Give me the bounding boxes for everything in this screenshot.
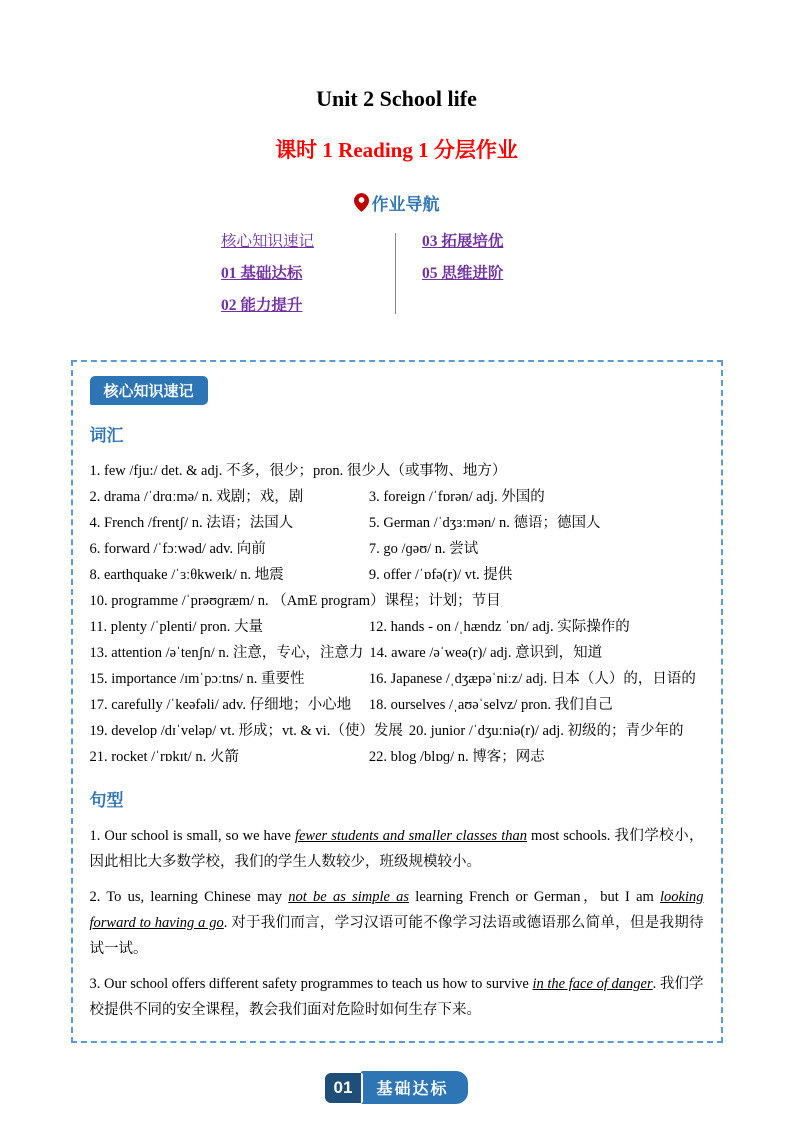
vocab-item: 3. foreign /ˈfɒrən/ adj. 外国的 bbox=[368, 489, 545, 505]
sentence-text: . 我们学校提供不同的安全课程，教会我们面对危险时如何生存下来。 bbox=[89, 976, 704, 1018]
sentence-text: 2. To us, learning Chinese may bbox=[89, 889, 289, 905]
vocab-item: 9. offer /ˈɒfə(r)/ vt. 提供 bbox=[368, 567, 513, 583]
vocab-item: 22. blog /blɒɡ/ n. 博客；网志 bbox=[368, 749, 545, 765]
vocab-item: 21. rocket /ˈrɒkɪt/ n. 火箭 bbox=[89, 749, 239, 765]
vocab-item: 10. programme /ˈprəʊɡræm/ n. （AmE program）课程；计划；节目 bbox=[89, 593, 501, 609]
vocab-item: 17. carefully /ˈkeəfəli/ adv. 仔细地；小心地 bbox=[89, 697, 352, 713]
vocab-item: 11. plenty /ˈplenti/ pron. 大量 bbox=[89, 619, 263, 635]
vocab-row bbox=[90, 666, 704, 692]
nav-links bbox=[0, 231, 793, 316]
sentence-text: most schools. 我们学校小，因此相比大多数学校，我们的学生人数较少，班级规模较小。 bbox=[89, 828, 704, 870]
section-01-badge bbox=[0, 1071, 793, 1104]
nav-divider bbox=[395, 233, 396, 314]
vocab-heading: 词汇 bbox=[89, 426, 124, 445]
vocab-row bbox=[90, 536, 704, 562]
underlined-phrase: not be as simple as bbox=[288, 889, 410, 905]
sentence-2 bbox=[90, 884, 704, 962]
nav-link-01-basic[interactable]: 01 基础达标 bbox=[221, 265, 303, 282]
nav-link-03-expand[interactable]: 03 拓展培优 bbox=[422, 233, 504, 250]
vocab-row bbox=[90, 510, 704, 536]
nav-links-left-column bbox=[221, 231, 389, 316]
section-01-number: 01 bbox=[325, 1073, 364, 1103]
vocab-item: 14. aware /əˈweə(r)/ adj. 意识到，知道 bbox=[369, 645, 603, 661]
vocab-row bbox=[90, 692, 704, 718]
sentence-heading: 句型 bbox=[89, 791, 124, 810]
vocab-item: 19. develop /dɪˈveləp/ vt. 形成；vt. & vi.（使）发展 bbox=[89, 723, 403, 739]
core-knowledge-box bbox=[71, 360, 723, 1043]
section-01-label: 基础达标 bbox=[361, 1071, 468, 1104]
vocab-item: 6. forward /ˈfɔːwəd/ adv. 向前 bbox=[89, 541, 266, 557]
nav-links-right-column bbox=[422, 231, 572, 316]
page-subtitle: 课时 1 Reading 1 分层作业 bbox=[275, 138, 518, 162]
vocab-item: 1. few /fju:/ det. & adj. 不多，很少；pron. 很少人（或事物、地方） bbox=[89, 463, 507, 479]
vocab-row bbox=[90, 588, 704, 614]
nav-header-label: 作业导航 bbox=[371, 195, 440, 214]
core-knowledge-badge: 核心知识速记 bbox=[90, 376, 208, 405]
vocab-item: 13. attention /əˈtenʃn/ n. 注意，专心，注意力 bbox=[89, 645, 364, 661]
location-pin-icon bbox=[354, 193, 369, 212]
nav-link-02-ability[interactable]: 02 能力提升 bbox=[221, 297, 303, 314]
vocab-row bbox=[90, 562, 704, 588]
vocab-row bbox=[90, 614, 704, 640]
vocab-item: 16. Japanese /ˌdʒæpəˈniːz/ adj. 日本（人）的，日语的 bbox=[368, 671, 696, 687]
vocab-item: 20. junior /ˈdʒuːniə(r)/ adj. 初级的；青少年的 bbox=[408, 723, 684, 739]
page-title: Unit 2 School life bbox=[316, 86, 477, 111]
underlined-phrase: in the face of danger bbox=[532, 976, 653, 992]
sentence-1 bbox=[90, 823, 704, 875]
vocab-item: 4. French /frentʃ/ n. 法语；法国人 bbox=[89, 515, 294, 531]
sentence-text: 3. Our school offers different safety programmes to teach us how to survive bbox=[89, 976, 533, 992]
nav-link-05-thinking[interactable]: 05 思维进阶 bbox=[422, 265, 504, 282]
vocab-item: 8. earthquake /ˈɜːθkweɪk/ n. 地震 bbox=[89, 567, 284, 583]
vocab-item: 12. hands - on /ˌhændz ˈɒn/ adj. 实际操作的 bbox=[368, 619, 630, 635]
vocab-row bbox=[90, 458, 704, 484]
vocab-list bbox=[90, 458, 704, 770]
vocab-item: 5. German /ˈdʒɜːmən/ n. 德语；德国人 bbox=[368, 515, 601, 531]
underlined-phrase: fewer students and smaller classes than bbox=[294, 828, 528, 844]
vocab-row bbox=[90, 640, 704, 666]
vocab-row bbox=[90, 744, 704, 770]
vocab-row bbox=[90, 718, 704, 744]
nav-link-core-knowledge[interactable]: 核心知识速记 bbox=[221, 233, 315, 250]
vocab-item: 18. ourselves /ˌaʊəˈselvz/ pron. 我们自己 bbox=[368, 697, 613, 713]
vocab-item: 2. drama /ˈdrɑːmə/ n. 戏剧；戏，剧 bbox=[89, 489, 304, 505]
vocab-row bbox=[90, 484, 704, 510]
underlined-phrase: looking forward to having a go bbox=[89, 889, 704, 931]
vocab-item: 7. go /ɡəʊ/ n. 尝试 bbox=[368, 541, 479, 557]
sentence-text: . 对于我们而言，学习汉语可能不像学习法语或德语那么简单，但是我期待试一试。 bbox=[89, 915, 704, 957]
vocab-item: 15. importance /ɪmˈpɔːtns/ n. 重要性 bbox=[89, 671, 305, 687]
homework-nav-header bbox=[0, 190, 793, 215]
sentence-text: 1. Our school is small, so we have bbox=[89, 828, 295, 844]
sentence-text: learning French or German，but I am bbox=[409, 889, 661, 905]
sentence-3 bbox=[90, 971, 704, 1023]
